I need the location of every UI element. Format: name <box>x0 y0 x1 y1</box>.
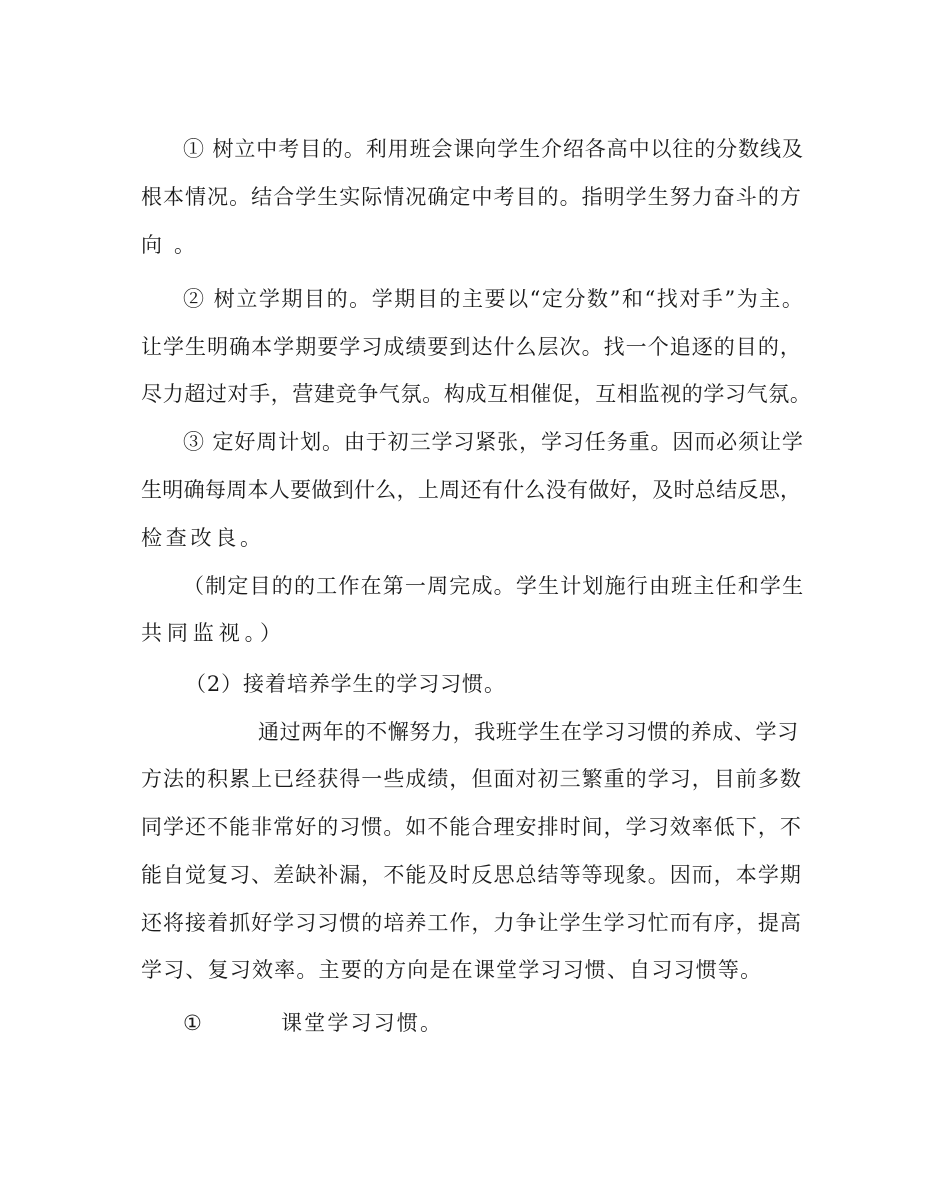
paragraph-habits-line-5: 还将接着抓好学习习惯的培养工作，力争让学生学习忙而有序，提高 <box>141 911 802 935</box>
paragraph-goal-1-line-3: 向。 <box>141 233 207 257</box>
note-line-1: （制定目的的工作在第一周完成。学生计划施行由班主任和学生 <box>183 574 805 598</box>
paragraph-goal-2-line-1: ② 树立学期目的。学期目的主要以“定分数”和“找对手”为主。 <box>183 287 805 311</box>
paragraph-habits-line-4: 能自觉复习、差缺补漏，不能及时反思总结等等现象。因而，本学期 <box>141 863 802 887</box>
paragraph-goal-3-line-1: ③ 定好周计划。由于初三学习紧张，学习任务重。因而必须让学 <box>183 430 804 454</box>
paragraph-goal-1-line-2: 根本情况。结合学生实际情况确定中考目的。指明学生努力奋斗的方 <box>141 185 802 209</box>
paragraph-goal-2-line-3: 尽力超过对手，营建竞争气氛。构成互相催促，互相监视的学习气氛。 <box>141 382 812 406</box>
paragraph-goal-3-line-3: 检查改良。 <box>141 526 265 550</box>
list-item-marker: ① <box>183 1011 202 1035</box>
paragraph-habits-line-2: 方法的积累上已经获得一些成绩，但面对初三繁重的学习，目前多数 <box>141 767 802 791</box>
section-heading-habits: （2）接着培养学生的学习习惯。 <box>185 672 506 696</box>
paragraph-goal-3-line-2: 生明确每周本人要做到什么，上周还有什么没有做好，及时总结反思， <box>141 478 802 502</box>
paragraph-goal-2-line-2: 让学生明确本学期要学习成绩要到达什么层次。找一个追逐的目的， <box>141 335 802 359</box>
note-line-2: 共同监视。） <box>141 621 286 645</box>
paragraph-habits-line-3: 同学还不能非常好的习惯。如不能合理安排时间，学习效率低下，不 <box>141 815 802 839</box>
paragraph-goal-1-line-1: ① 树立中考目的。利用班会课向学生介绍各高中以往的分数线及 <box>183 137 804 161</box>
paragraph-habits-line-1: 通过两年的不懈努力，我班学生在学习习惯的养成、学习 <box>258 720 799 744</box>
list-item-classroom-habits: 课堂学习习惯。 <box>281 1011 444 1035</box>
paragraph-habits-line-6: 学习、复习效率。主要的方向是在课堂学习习惯、自习习惯等。 <box>141 958 763 982</box>
